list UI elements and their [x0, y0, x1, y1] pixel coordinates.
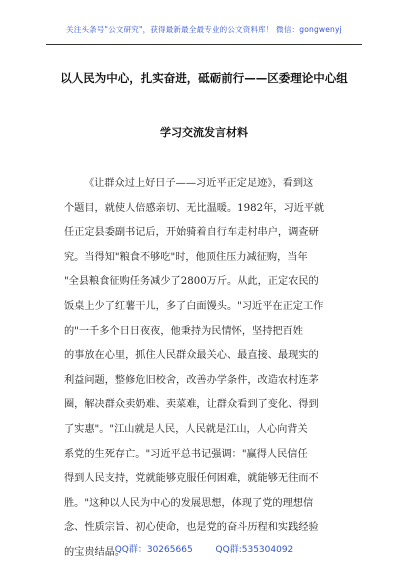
body-line: 个题目，就使人倍感亲切、无比温暖。1982年，习近平就 — [64, 202, 325, 214]
document-title: 以人民为中心，扎实奋进，砥砺前行——区委理论中心组 — [60, 71, 348, 85]
body-line: 任正定县委副书记后，开始骑着自行车走村串户，调查研 — [64, 227, 319, 239]
document-body — [64, 172, 346, 566]
body-line: 的"一千多个日日夜夜，他秉持为民情怀，坚持把百姓 — [64, 325, 303, 337]
body-line: 利益问题，整修危旧校舍，改善办学条件，改造农村连茅 — [64, 374, 319, 386]
body-line: 《让群众过上好日子——习近平正定足迹》，看到这 — [84, 178, 314, 189]
body-line: 饭桌上少了红薯干儿，多了白面馒头。"习近平在正定工作 — [64, 300, 324, 312]
document-subtitle: 学习交流发言材料 — [160, 126, 248, 139]
header-divider — [46, 44, 362, 45]
body-line: 胜。"这种以人民为中心的发展思想，体现了党的理想信 — [64, 497, 314, 509]
body-line: 的事放在心里，抓住人民群众最关心、最直接、最现实的 — [64, 350, 319, 362]
body-line: 究。当得知"粮食不够吃"时，他顶住压力减征购，当年 — [64, 251, 308, 263]
body-line: 念、性质宗旨、初心使命，也是党的奋斗历程和实践经验 — [64, 522, 319, 534]
footer — [0, 542, 408, 555]
header-note: 关注头条号"公文研究"，获得最新最全最专业的公文资料库！ 微信：gongwenyj — [66, 25, 342, 34]
body-line: "全县粮食征购任务减少了2800万斤。从此，正定农民的 — [64, 276, 319, 288]
body-line: 得到人民支持，党就能够克服任何困难，就能够无往而不 — [64, 473, 319, 485]
body-line: 了实惠"。"江山就是人民，人民就是江山，人心向背关 — [64, 423, 308, 435]
body-line: 系党的生死存亡。"习近平总书记强调："赢得人民信任 — [64, 448, 308, 460]
body-line: 圈，解决群众卖奶难、卖菜难，让群众看到了变化、得到 — [64, 399, 319, 411]
footer-qq-group-2[interactable]: QQ群:535304092 — [215, 545, 294, 555]
body-line: 的宝贵结晶。 — [64, 546, 126, 558]
footer-qq-group-1[interactable]: QQ群：30265665 — [114, 545, 193, 555]
